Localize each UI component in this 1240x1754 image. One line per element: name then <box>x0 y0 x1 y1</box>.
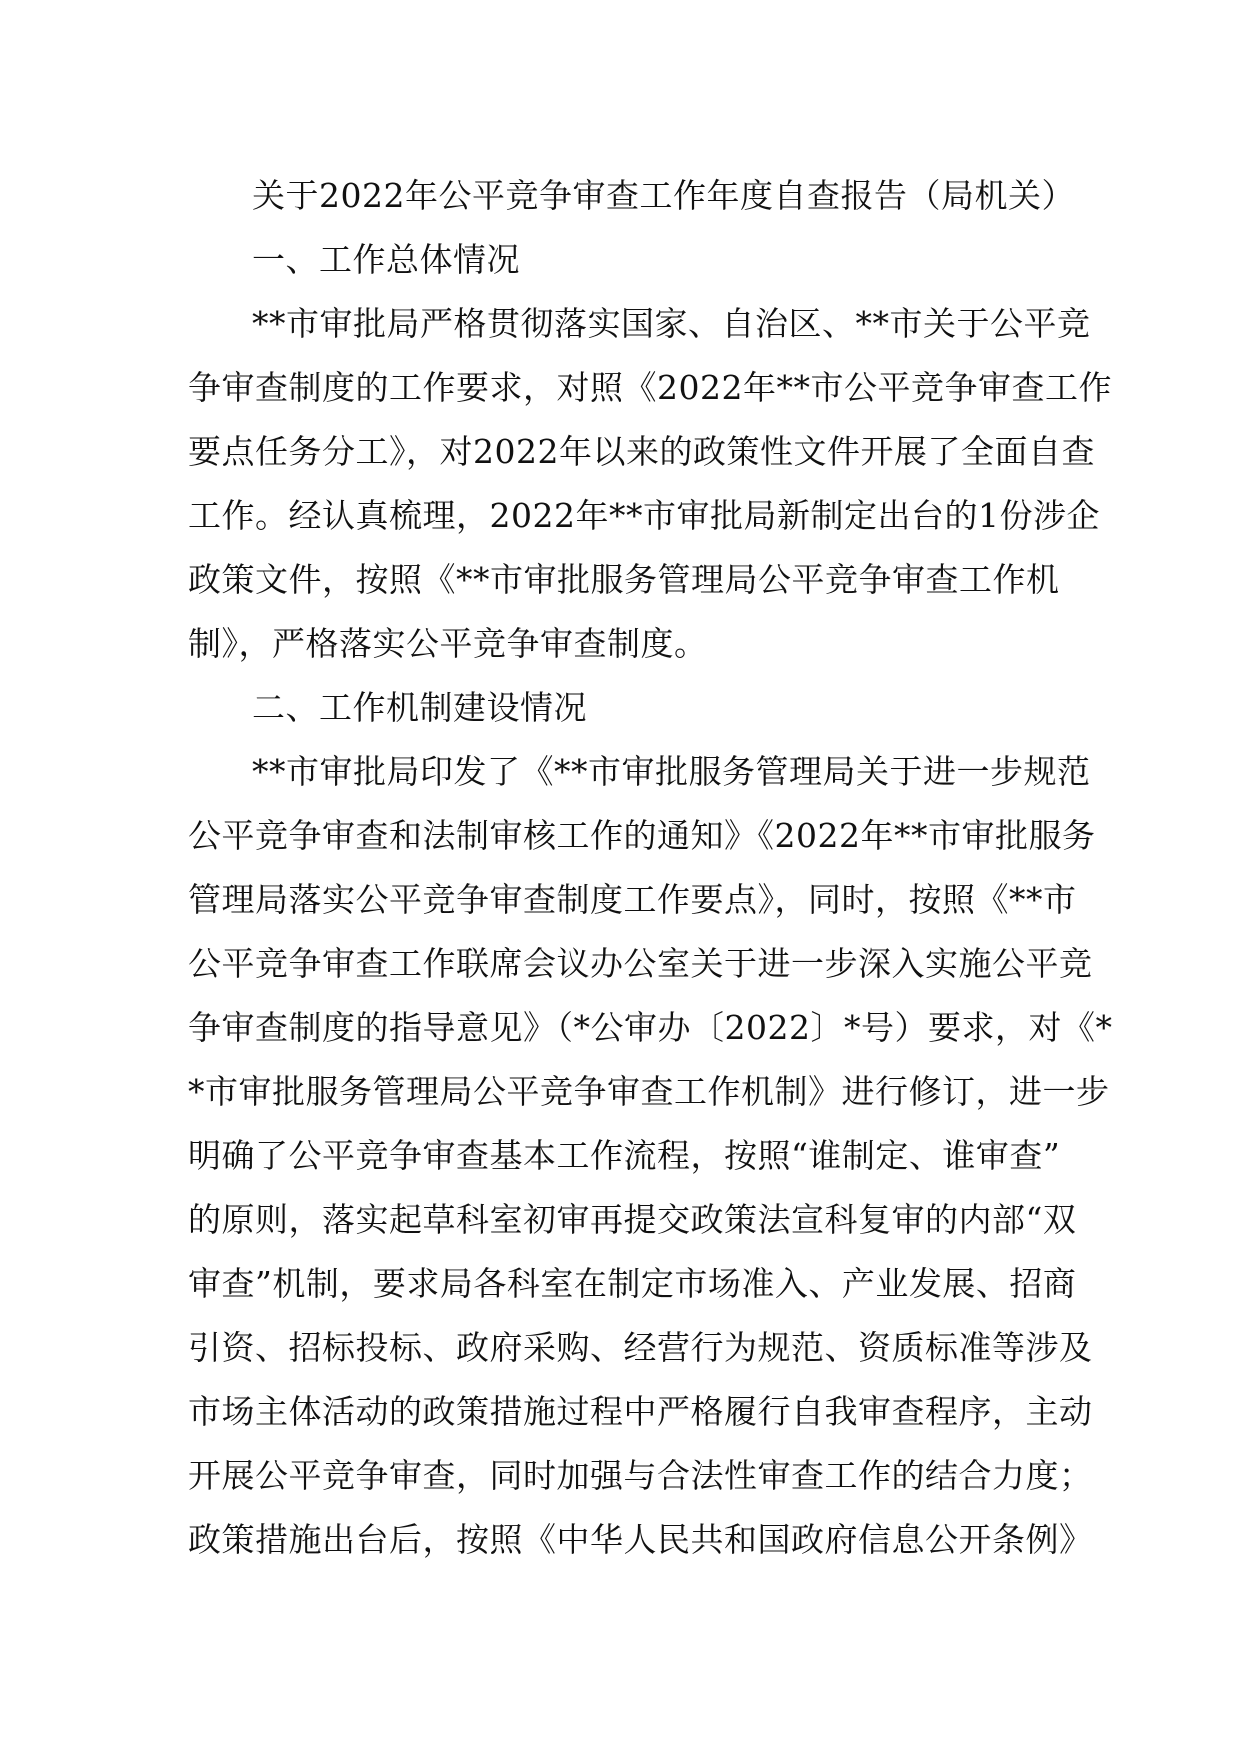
paragraph-line: 要点任务分工》，对2022年以来的政策性文件开展了全面自查 <box>188 432 1095 471</box>
paragraph-line: 引资、招标投标、政府采购、经营行为规范、资质标准等涉及 <box>188 1328 1093 1367</box>
paragraph-line: 制》，严格落实公平竞争审查制度。 <box>188 624 708 663</box>
paragraph-line: 明确了公平竞争审查基本工作流程，按照“谁制定、谁审查” <box>188 1136 1061 1175</box>
paragraph-line: 审查”机制，要求局各科室在制定市场准入、产业发展、招商 <box>188 1264 1077 1303</box>
section-heading-2: 二、工作机制建设情况 <box>252 688 587 727</box>
paragraph-line: **市审批局印发了《**市审批服务管理局关于进一步规范 <box>252 752 1091 791</box>
paragraph-line: 政策文件，按照《**市审批服务管理局公平竞争审查工作机 <box>188 560 1060 599</box>
paragraph-line: **市审批局严格贯彻落实国家、自治区、**市关于公平竞 <box>252 304 1091 343</box>
paragraph-line: 管理局落实公平竞争审查制度工作要点》，同时，按照《**市 <box>188 880 1077 919</box>
section-heading-1: 一、工作总体情况 <box>252 240 520 279</box>
paragraph-line: 公平竞争审查工作联席会议办公室关于进一步深入实施公平竞 <box>188 944 1093 983</box>
paragraph-line: 争审查制度的指导意见》（*公审办〔2022〕*号）要求，对《* <box>188 1008 1113 1047</box>
paragraph-line: 工作。经认真梳理，2022年**市审批局新制定出台的1份涉企 <box>188 496 1100 535</box>
paragraph-line: 开展公平竞争审查，同时加强与合法性审查工作的结合力度； <box>188 1456 1093 1495</box>
paragraph-line: 市场主体活动的政策措施过程中严格履行自我审查程序，主动 <box>188 1392 1093 1431</box>
document-title: 关于2022年公平竞争审查工作年度自查报告（局机关） <box>252 176 1075 215</box>
paragraph-line: 政策措施出台后，按照《中华人民共和国政府信息公开条例》 <box>188 1520 1093 1559</box>
paragraph-line: 的原则，落实起草科室初审再提交政策法宣科复审的内部“双 <box>188 1200 1077 1239</box>
paragraph-line: *市审批服务管理局公平竞争审查工作机制》进行修订，进一步 <box>188 1072 1110 1111</box>
paragraph-line: 公平竞争审查和法制审核工作的通知》《2022年**市审批服务 <box>188 816 1096 855</box>
paragraph-line: 争审查制度的工作要求，对照《2022年**市公平竞争审查工作 <box>188 368 1112 407</box>
